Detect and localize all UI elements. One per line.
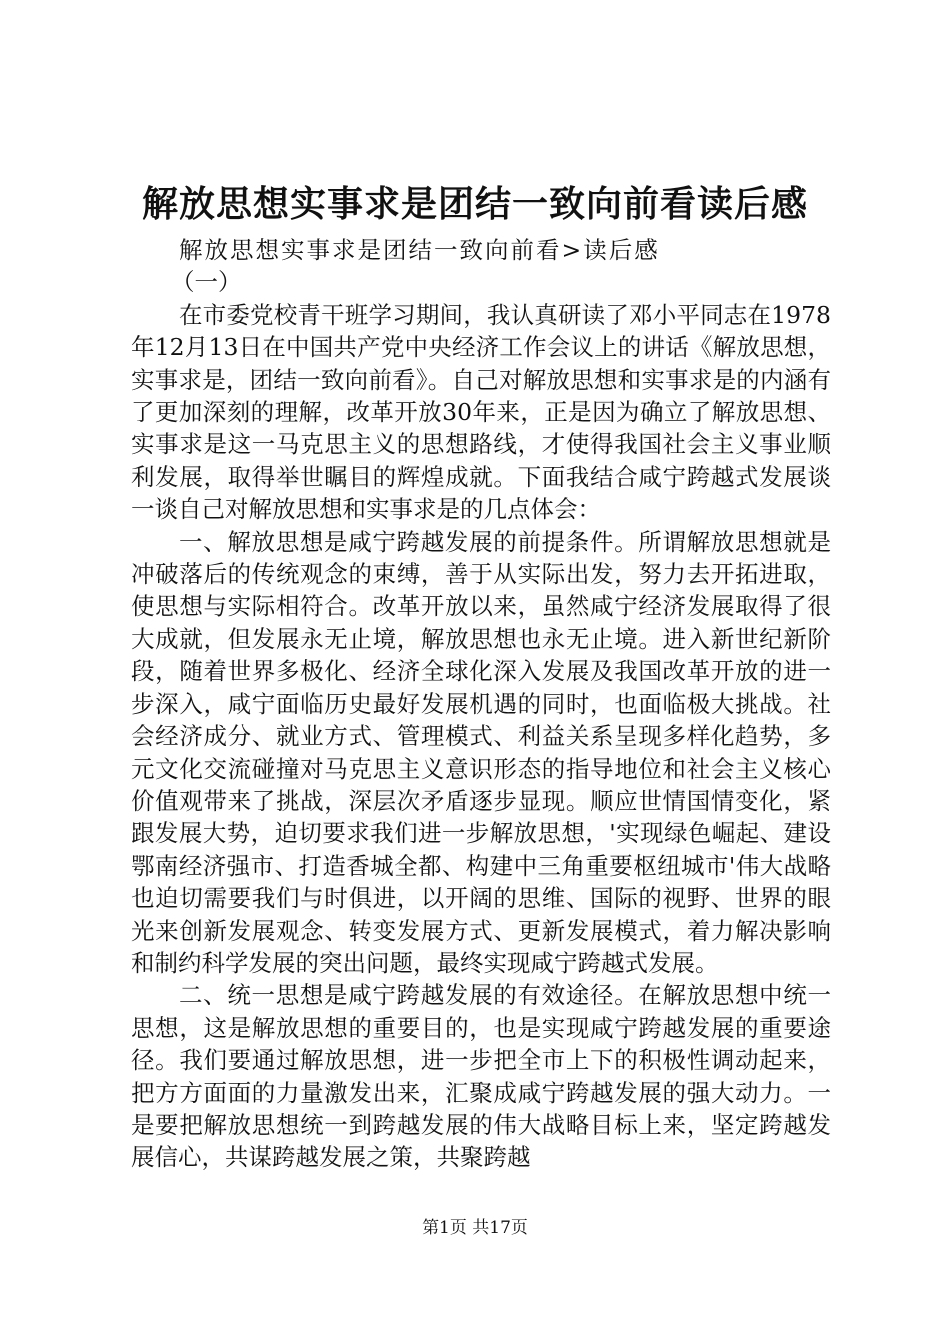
document-title: 解放思想实事求是团结一致向前看读后感: [141, 183, 808, 225]
paragraph-intro: 在市委党校青干班学习期间，我认真研读了邓小平同志在1978年12月13日在中国共产党中央经济工作会议上的讲话《解放思想，实事求是，团结一致向前看》。自己对解放思想和实事求是的内涵有了更加深刻的理解，改革开放30年来，正是因为确立了解放思想、实事求是这一马克思主义的思想路线，才使得我国社会主义事业顺利发展，取得举世瞩目的辉煌成就。下面我结合咸宁跨越式发展谈一谈自己对解放思想和实事求是的几点体会：: [131, 300, 831, 524]
document-body: [131, 234, 831, 1174]
paragraph-point-two: 二、统一思想是咸宁跨越发展的有效途径。在解放思想中统一思想，这是解放思想的重要目的，也是实现咸宁跨越发展的重要途径。我们要通过解放思想，进一步把全市上下的积极性调动起来，把方方面面的力量激发出来，汇聚成咸宁跨越发展的强大动力。一是要把解放思想统一到跨越发展的伟大战略目标上来，坚定跨越发展信心，共谋跨越发展之策，共聚跨越: [131, 981, 831, 1172]
document-subtitle: 解放思想实事求是团结一致向前看>读后感: [179, 236, 660, 264]
paragraph-point-one: 一、解放思想是咸宁跨越发展的前提条件。所谓解放思想就是冲破落后的传统观念的束缚，善于从实际出发，努力去开拓进取，使思想与实际相符合。改革开放以来，虽然咸宁经济发展取得了很大成就，但发展永无止境，解放思想也永无止境。进入新世纪新阶段，随着世界多极化、经济全球化深入发展及我国改革开放的进一步深入，咸宁面临历史最好发展机遇的同时，也面临极大挑战。社会经济成分、就业方式、管理模式、利益关系呈现多样化趋势，多元文化交流碰撞对马克思主义意识形态的指导地位和社会主义核心价值观带来了挑战，深层次矛盾逐步显现。顺应世情国情变化，紧跟发展大势，迫切要求我们进一步解放思想，'实现绿色崛起、建设鄂南经济强市、打造香城全都、构建中三角重要枢纽城市'伟大战略也迫切需要我们与时俱进，以开阔的思维、国际的视野、世界的眼光来创新发展观念、转变发展方式、更新发展模式，着力解决影响和制约科学发展的突出问题，最终实现咸宁跨越式发展。: [131, 527, 831, 977]
section-number: （一）: [171, 268, 242, 297]
page-footer: 第1页 共17页: [422, 1218, 528, 1238]
